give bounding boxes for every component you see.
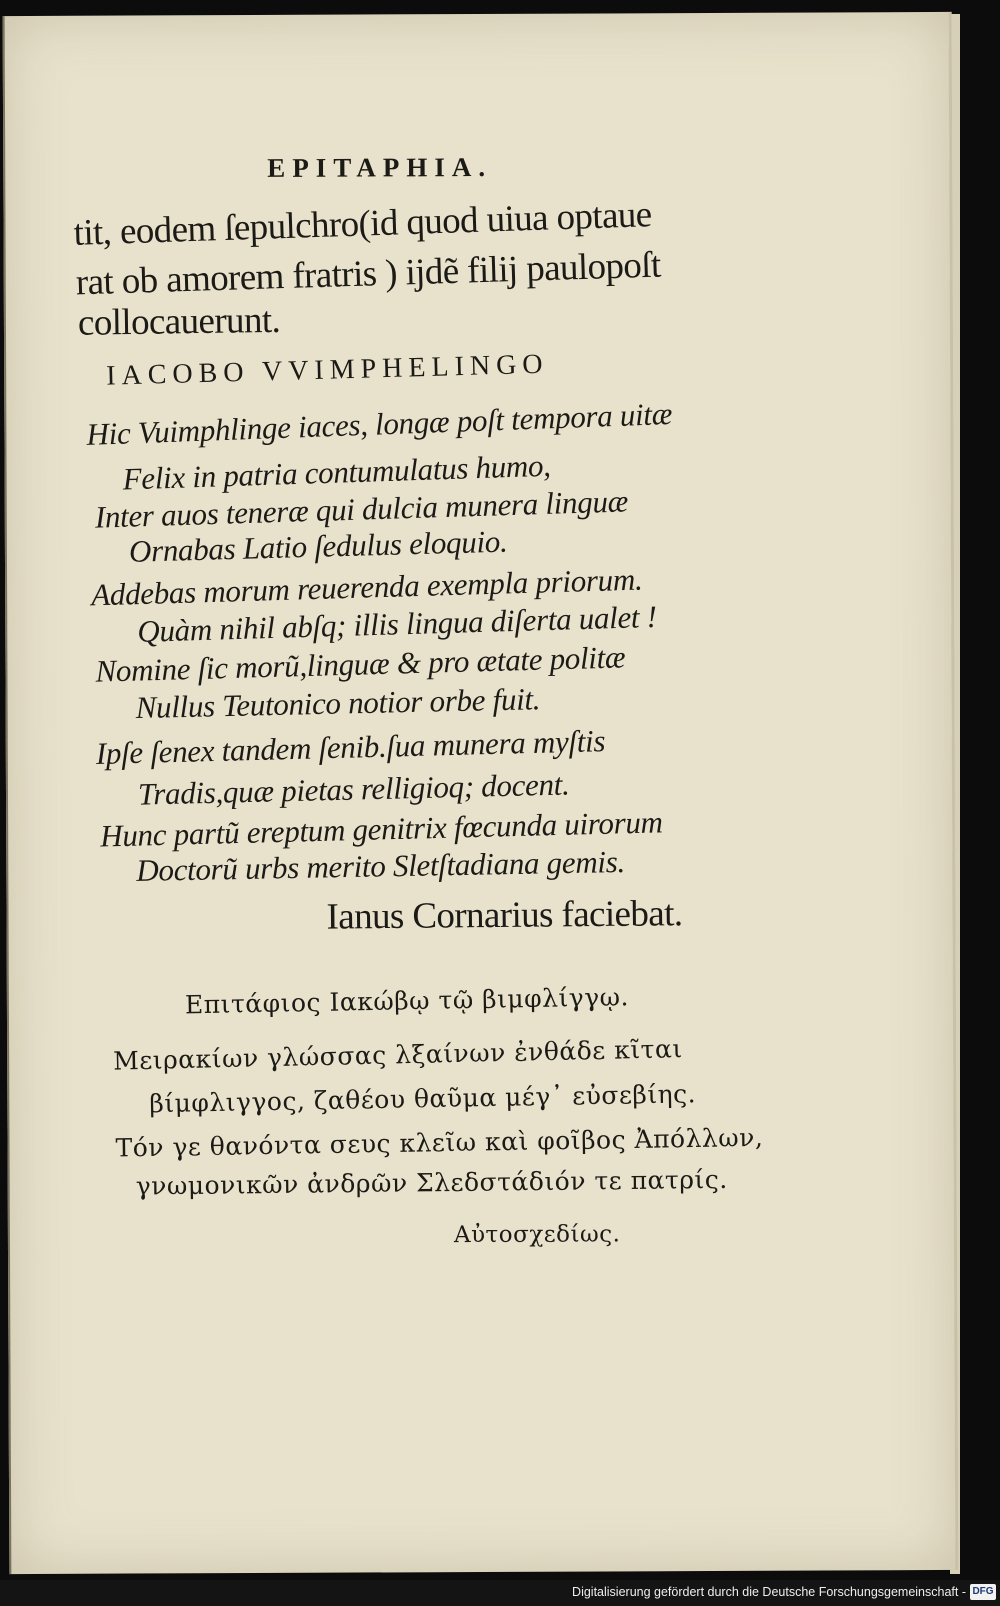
- verse-line: Addebas morum reuerenda exempla priorum.: [90, 561, 643, 613]
- verse-line: Quàm nihil abſq; illis lingua diſerta ualet !: [136, 598, 658, 649]
- greek-closing: Αὐτοσχεδίως.: [453, 1221, 621, 1249]
- verse-line: Tradis,quæ pietas relligioq; docent.: [137, 766, 570, 812]
- verse-line: Ornabas Latio ſedulus eloquio.: [128, 523, 508, 569]
- greek-line: βίμφλιγγος, ζαθέου θαῦμα μέγ᾽ εὐσεβίης.: [149, 1079, 697, 1119]
- verse-line: Hic Vuimphlinge iaces, longæ poſt tempora uitæ: [85, 395, 673, 452]
- verse-line: Nullus Teutonico notior orbe fuit.: [135, 681, 541, 726]
- verse-line: Ipſe ſenex tandem ſenib.ſua munera myſtis: [95, 723, 606, 772]
- footer-credit: Digitalisierung gefördert durch die Deutsche Forschungsgemeinschaft -: [572, 1585, 966, 1599]
- verse-line: Inter auos teneræ qui dulcia munera linguæ: [94, 483, 629, 535]
- verse-line: Doctorũ urbs merito Sletſtadiana gemis.: [136, 843, 626, 888]
- greek-line: γνωμονικῶν ἀνδρῶν Σλεδστάδιόν τε πατρίς.: [135, 1164, 728, 1201]
- greek-heading: Επιτάφιος Ιακώβῳ τῷ βιμφλίγγῳ.: [184, 982, 630, 1020]
- greek-line: Μειρακίων γλώσσας λξαίνων ἐνθάδε κῖται: [112, 1034, 683, 1076]
- dfg-logo: DFG: [970, 1584, 996, 1600]
- prose-line: rat ob amorem fratris ) ijdẽ filij paulopoſt: [75, 244, 662, 304]
- running-title: EPITAPHIA.: [267, 151, 493, 183]
- footer-bar: [0, 1580, 1000, 1606]
- author-signature: Ianus Cornarius faciebat.: [326, 893, 683, 938]
- greek-line: Τόν γε θανόντα σευς κλεῖω καὶ φοῖβος Ἀπόλλων,: [115, 1122, 764, 1163]
- prose-line: collocauerunt.: [77, 299, 281, 344]
- prose-line: tit, eodem ſepulchro(id quod uiua optaue: [73, 194, 653, 254]
- verse-line: Felix in patria contumulatus humo,: [122, 447, 552, 497]
- verse-line: Nomine ſic morũ,linguæ & pro ætate politæ: [95, 639, 626, 689]
- epitaph-heading: IACOBO VVIMPHELINGO: [105, 348, 549, 392]
- verse-line: Hunc partũ ereptum genitrix fœcunda uirorum: [99, 804, 664, 854]
- book-page: [3, 12, 959, 1574]
